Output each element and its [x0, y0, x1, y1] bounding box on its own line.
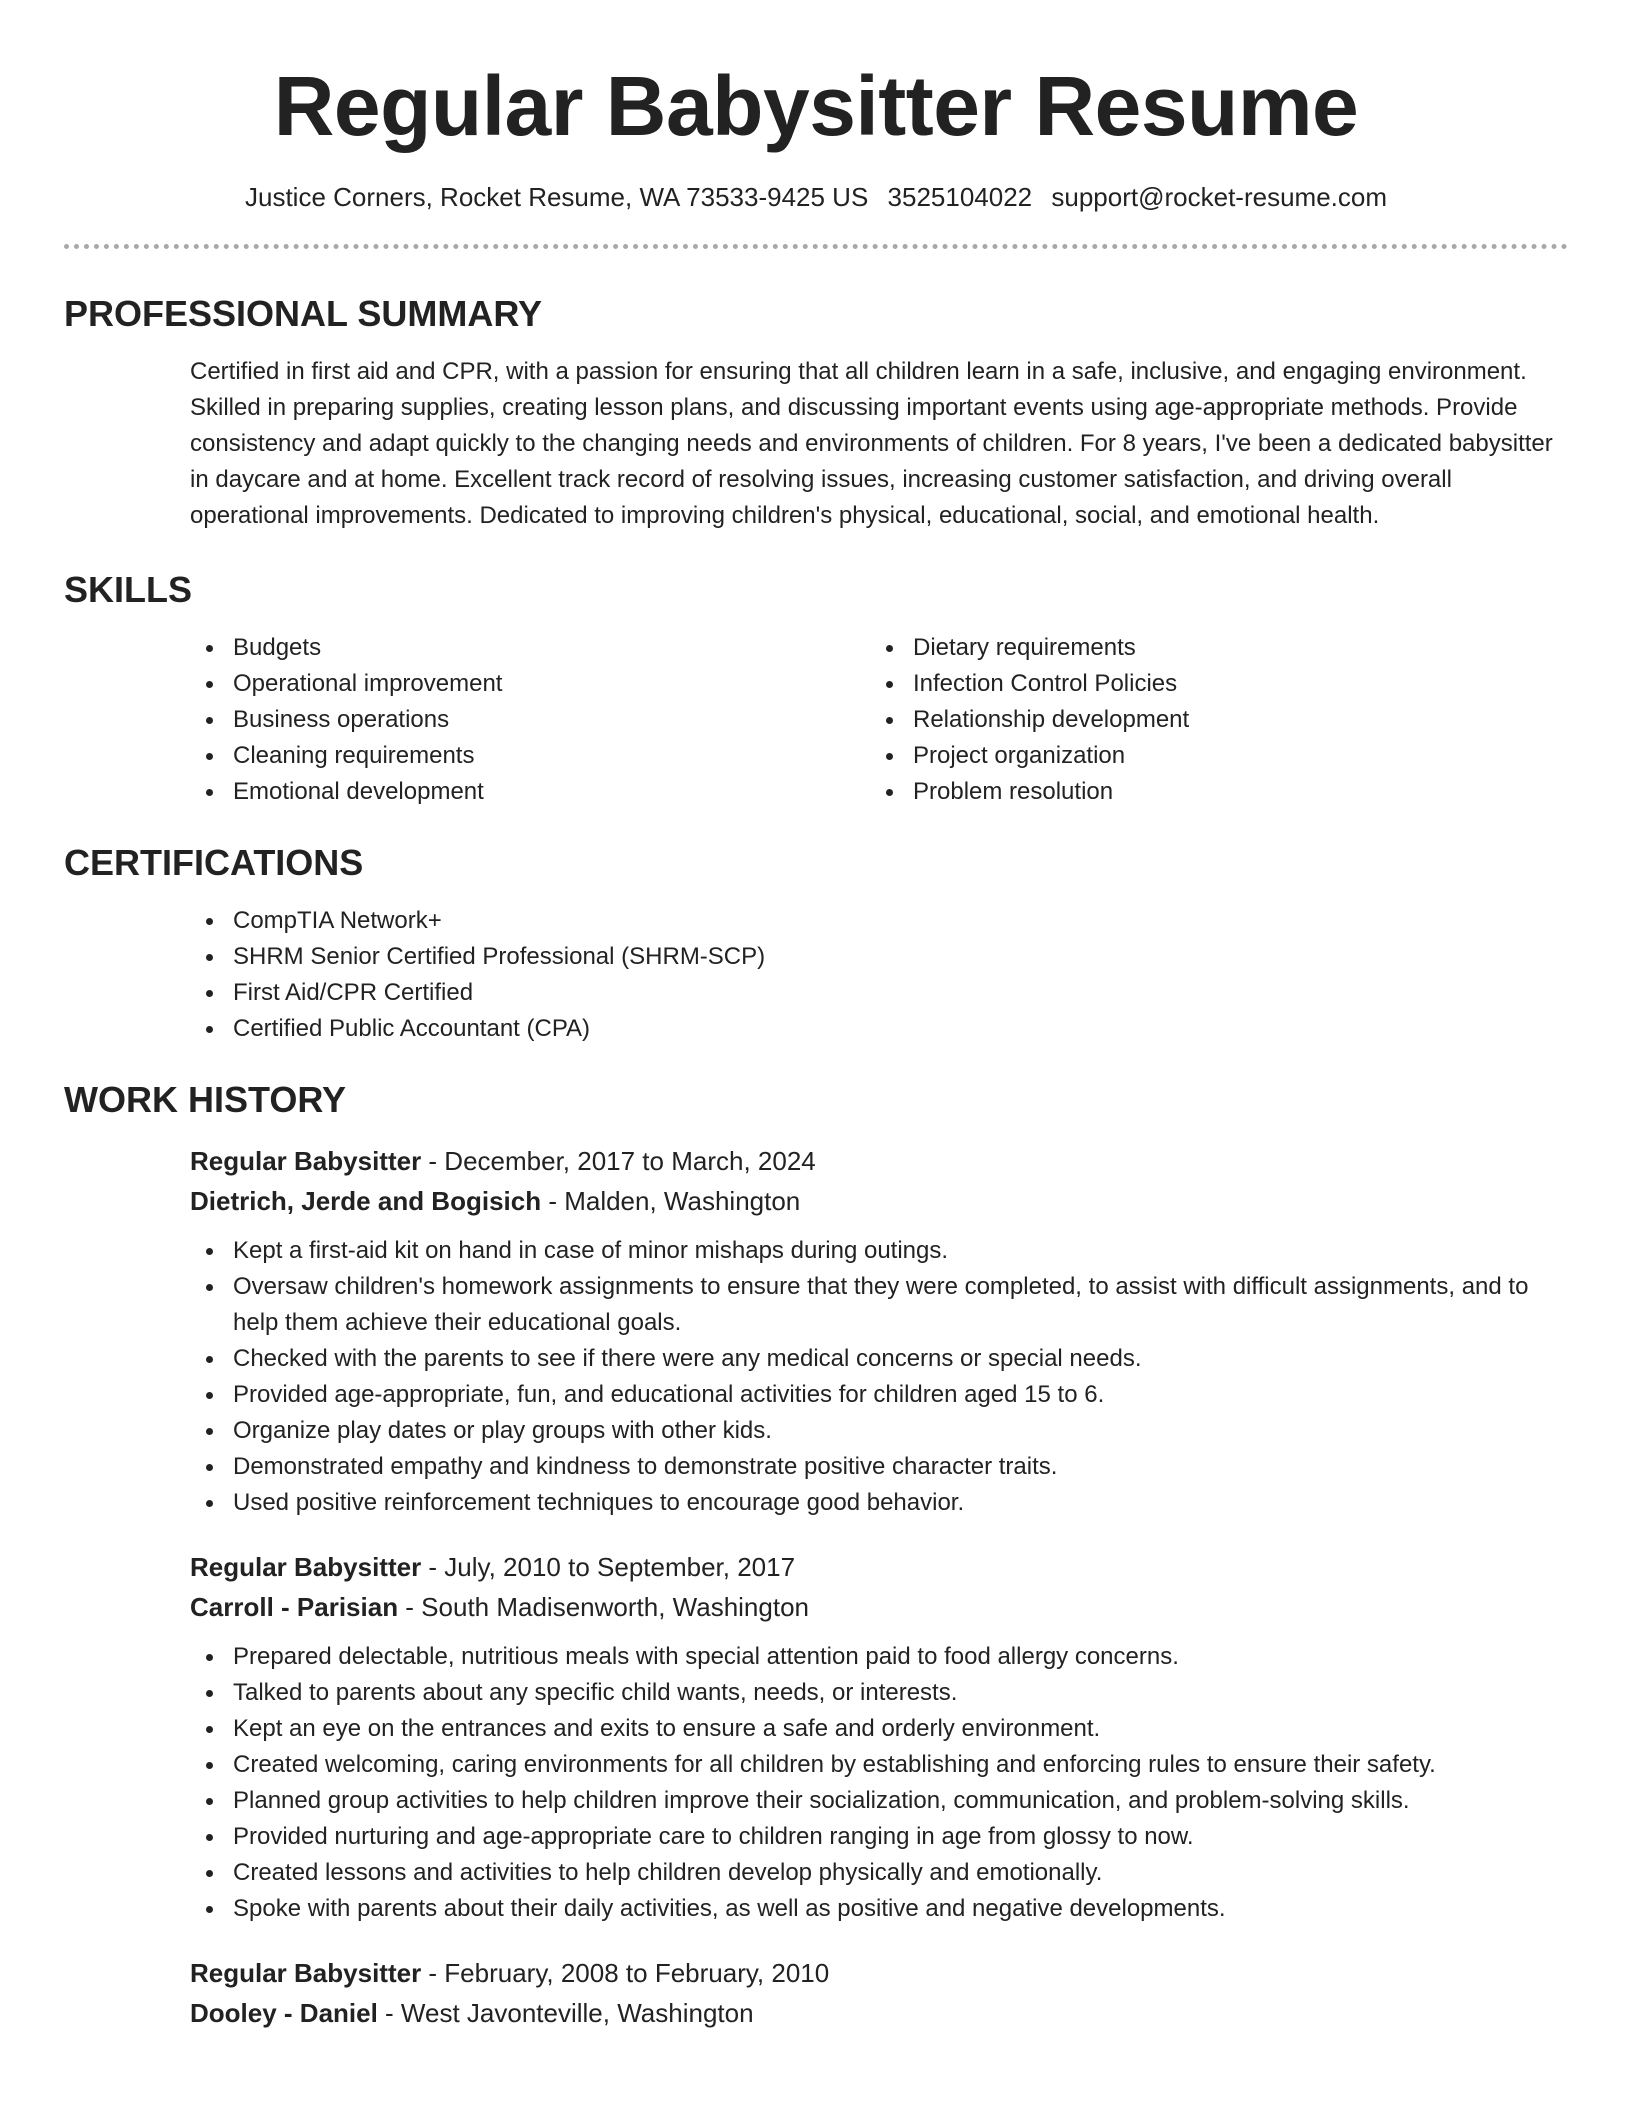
job-company: Dooley - Daniel	[190, 1998, 378, 2028]
job-bullets	[190, 1233, 1568, 1521]
skill-item: Operational improvement	[190, 666, 870, 702]
contact-email[interactable]: support@rocket-resume.com	[1051, 182, 1388, 212]
job-bullet: Oversaw children's homework assignments to ensure that they were completed, to assist with difficult assignments, and to help them achieve their educational goals.	[190, 1269, 1568, 1341]
job-bullet: Created lessons and activities to help children develop physically and emotionally.	[190, 1855, 1568, 1891]
job-dates: - February, 2008 to February, 2010	[421, 1958, 830, 1988]
job-bullet: Spoke with parents about their daily activities, as well as positive and negative developments.	[190, 1891, 1568, 1927]
skill-item: Problem resolution	[870, 774, 1550, 810]
job-location: - South Madisenworth, Washington	[398, 1592, 809, 1622]
job-title: Regular Babysitter	[190, 1552, 422, 1582]
skill-item: Cleaning requirements	[190, 738, 870, 774]
resume-title: Regular Babysitter Resume	[273, 59, 1359, 153]
job-title: Regular Babysitter	[190, 1146, 422, 1176]
work-history-section	[64, 1079, 1568, 2033]
job-dates: - July, 2010 to September, 2017	[421, 1552, 796, 1582]
job-bullet: Prepared delectable, nutritious meals with special attention paid to food allergy concerns.	[190, 1639, 1568, 1675]
job-title-line	[190, 1547, 1568, 1587]
job-entry	[190, 1141, 1568, 1521]
job-bullet: Provided age-appropriate, fun, and educational activities for children aged 15 to 6.	[190, 1377, 1568, 1413]
certifications-heading: CERTIFICATIONS	[64, 842, 364, 883]
job-company-line	[190, 1993, 1568, 2033]
skill-item: Project organization	[870, 738, 1550, 774]
job-location: - Malden, Washington	[541, 1186, 801, 1216]
job-bullet: Used positive reinforcement techniques to encourage good behavior.	[190, 1485, 1568, 1521]
work-history-heading: WORK HISTORY	[64, 1079, 347, 1120]
job-bullet: Created welcoming, caring environments for all children by establishing and enforcing rules to ensure their safety.	[190, 1747, 1568, 1783]
skills-list-right	[870, 630, 1550, 810]
job-bullet: Planned group activities to help children improve their socialization, communication, and problem-solving skills.	[190, 1783, 1568, 1819]
contact-address: Justice Corners, Rocket Resume, WA 73533-9425 US	[244, 182, 869, 212]
summary-heading: PROFESSIONAL SUMMARY	[64, 293, 543, 334]
job-dates: - December, 2017 to March, 2024	[421, 1146, 816, 1176]
skills-heading: SKILLS	[64, 569, 193, 610]
job-bullet: Demonstrated empathy and kindness to demonstrate positive character traits.	[190, 1449, 1568, 1485]
certification-item: Certified Public Accountant (CPA)	[190, 1011, 1568, 1047]
resume-page	[64, 0, 1568, 2033]
certification-item: SHRM Senior Certified Professional (SHRM-SCP)	[190, 939, 1568, 975]
job-bullet: Provided nurturing and age-appropriate care to children ranging in age from glossy to now.	[190, 1819, 1568, 1855]
certifications-section	[64, 842, 1568, 1047]
contact-line	[64, 180, 1568, 214]
skill-item: Infection Control Policies	[870, 666, 1550, 702]
certification-item: CompTIA Network+	[190, 903, 1568, 939]
job-entry	[190, 1547, 1568, 1927]
skill-item: Relationship development	[870, 702, 1550, 738]
contact-phone: 3525104022	[887, 182, 1033, 212]
skills-columns	[190, 630, 1568, 810]
job-location: - West Javonteville, Washington	[377, 1998, 754, 2028]
certifications-list	[190, 903, 1568, 1047]
job-title-line	[190, 1141, 1568, 1181]
job-title: Regular Babysitter	[190, 1958, 422, 1988]
skill-item: Budgets	[190, 630, 870, 666]
summary-section	[64, 293, 1568, 534]
skills-list-left	[190, 630, 870, 810]
skills-section	[64, 569, 1568, 810]
skill-item: Business operations	[190, 702, 870, 738]
job-company: Dietrich, Jerde and Bogisich	[190, 1186, 542, 1216]
job-bullet: Talked to parents about any specific child wants, needs, or interests.	[190, 1675, 1568, 1711]
skill-item: Emotional development	[190, 774, 870, 810]
job-company-line	[190, 1587, 1568, 1627]
job-title-line	[190, 1953, 1568, 1993]
summary-text: Certified in first aid and CPR, with a passion for ensuring that all children learn in a safe, inclusive, and engaging environment. Skilled in preparing supplies, creating lesson plans, and discussing important events using age-appropriate methods. Provide consistency and adapt quickly to the changing needs and environments of children. For 8 years, I've been a dedicated babysitter in daycare and at home. Excellent track record of resolving issues, increasing customer satisfaction, and driving overall operational improvements. Dedicated to improving children's physical, educational, social, and emotional health.	[190, 358, 1553, 529]
job-entry	[190, 1953, 1568, 2033]
job-bullet: Kept a first-aid kit on hand in case of minor mishaps during outings.	[190, 1233, 1568, 1269]
skill-item: Dietary requirements	[870, 630, 1550, 666]
job-bullet: Checked with the parents to see if there were any medical concerns or special needs.	[190, 1341, 1568, 1377]
job-company: Carroll - Parisian	[190, 1592, 399, 1622]
job-bullets	[190, 1639, 1568, 1927]
job-company-line	[190, 1181, 1568, 1221]
header-divider	[64, 244, 1568, 249]
job-bullet: Organize play dates or play groups with other kids.	[190, 1413, 1568, 1449]
certification-item: First Aid/CPR Certified	[190, 975, 1568, 1011]
job-bullet: Kept an eye on the entrances and exits to ensure a safe and orderly environment.	[190, 1711, 1568, 1747]
